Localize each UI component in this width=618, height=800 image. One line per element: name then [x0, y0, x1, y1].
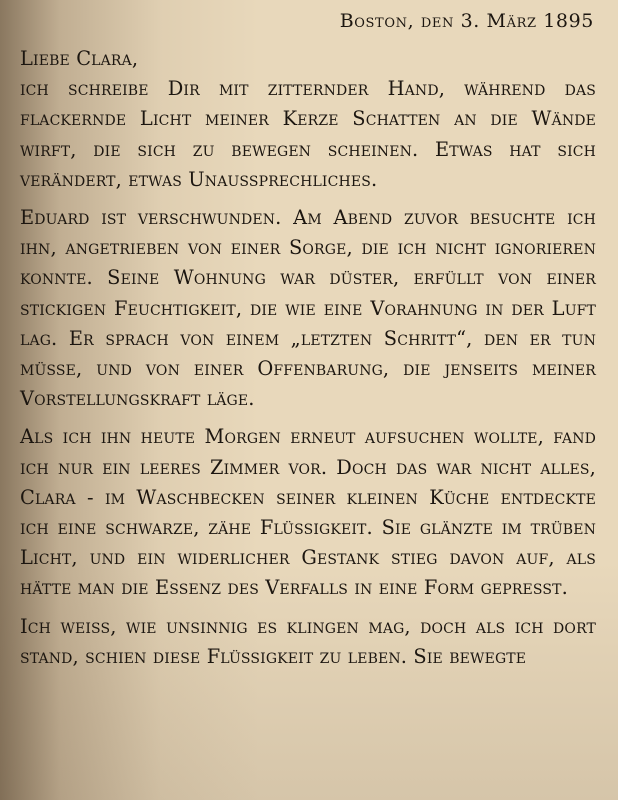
salutation: Liebe Clara,: [20, 47, 139, 70]
letter-paragraph: ich schreibe Dir mit zitternder Hand, während das flackernde Licht meiner Kerze Schatten an die Wände wirft, die sich zu bewegen scheinen. Etwas hat sich verändert, etwas Unaussprechliches.: [20, 77, 596, 191]
letter-paragraph: Als ich ihn heute Morgen erneut aufsuchen wollte, fand ich nur ein leeres Zimmer vor. Doch das war nicht alles, Clara - im Waschbecken seiner kleinen Küche entdeckte ich eine schwarze, zähe Flüssigkeit. Sie glänzte im trüben Licht, und ein widerlicher Gestank stieg davon auf, als hätte man die Essenz des Verfalls in eine Form gepresst.: [20, 425, 596, 600]
dateline: Boston, den 3. März 1895: [339, 10, 594, 32]
letter-body: [20, 44, 596, 680]
letter-paragraph: Eduard ist verschwunden. Am Abend zuvor besuchte ich ihn, angetrieben von einer Sorge, die ich nicht ignorieren konnte. Seine Wohnung war düster, erfüllt von einer stickigen Feuchtigkeit, die wie eine Vorahnung in der Luft lag. Er sprach von einem „letzten Schritt“, den er tun müsse, und von einer Offenbarung, die jenseits meiner Vorstellungskraft läge.: [20, 206, 596, 411]
letter-paragraph: Ich weiss, wie unsinnig es klingen mag, doch als ich dort stand, schien diese Flüssigkeit zu leben. Sie bewegte: [20, 614, 596, 668]
